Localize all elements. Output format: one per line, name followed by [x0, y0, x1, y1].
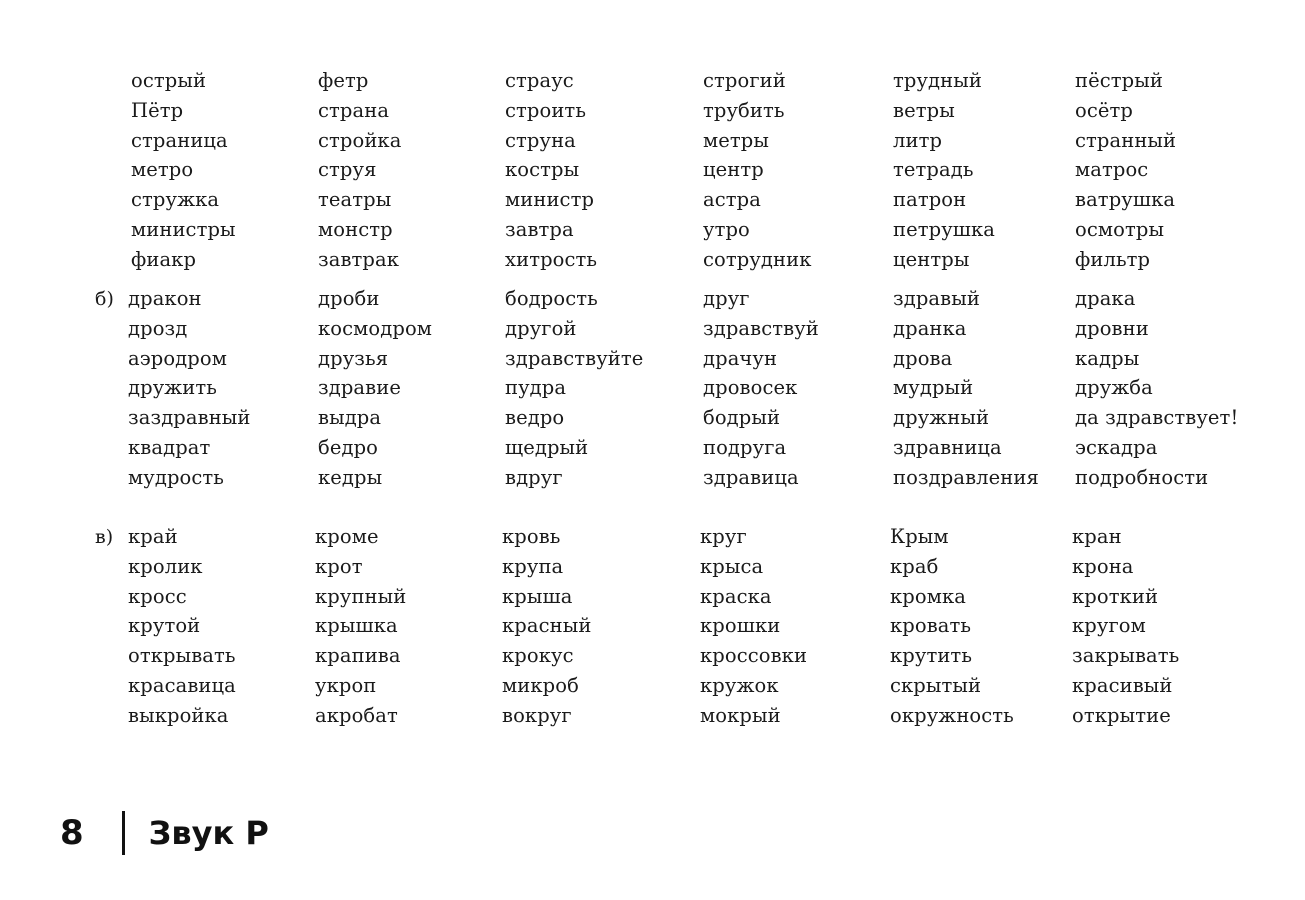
word: странный [1075, 128, 1177, 152]
word-column [505, 66, 597, 275]
word-column [318, 66, 401, 275]
word-column [1072, 522, 1179, 731]
word: краска [700, 584, 772, 608]
word: метры [703, 128, 769, 152]
word-column [1075, 284, 1238, 493]
word: крошки [700, 614, 781, 638]
word-column [315, 522, 406, 731]
word: ведро [505, 406, 565, 430]
word: бодрость [505, 287, 598, 310]
word: кровь [502, 525, 561, 548]
word: красавица [128, 673, 236, 697]
word: страус [505, 69, 574, 92]
word: друзья [318, 346, 389, 370]
word-column [700, 522, 807, 731]
word: здравствуй [703, 316, 819, 340]
word: дружба [1075, 376, 1153, 400]
word: пёстрый [1075, 69, 1163, 92]
word: кедры [318, 465, 383, 489]
word: дракон [128, 287, 202, 310]
word: дрозд [128, 316, 188, 340]
word: министр [505, 188, 595, 212]
word-column [131, 66, 236, 275]
word: министры [131, 217, 236, 241]
word: дровни [1075, 316, 1149, 340]
word: дранка [893, 316, 967, 340]
word: Крым [890, 525, 949, 548]
word: монстр [318, 217, 393, 241]
word: струна [505, 128, 576, 152]
word: кружок [700, 673, 779, 697]
word-column [893, 284, 1039, 493]
word-column [502, 522, 591, 731]
word-column [128, 522, 236, 731]
page-footer [60, 805, 269, 861]
chapter-title: Звук Р [148, 814, 269, 852]
word: фетр [318, 69, 369, 92]
word: открытие [1072, 703, 1171, 727]
word: кроссовки [700, 644, 808, 668]
word: краб [890, 554, 939, 578]
word-column [703, 66, 812, 275]
word: кроме [315, 525, 379, 548]
word: квадрат [128, 435, 211, 459]
word: фильтр [1075, 247, 1151, 271]
word: фиакр [131, 247, 197, 271]
word: кросс [128, 584, 187, 608]
word: крутить [890, 644, 973, 668]
word: окружность [890, 703, 1014, 727]
word: завтра [505, 217, 574, 241]
word: петрушка [893, 217, 996, 241]
word: ватрушка [1075, 188, 1176, 212]
word: крупа [502, 554, 564, 578]
word: здравица [703, 465, 799, 489]
word: стройка [318, 128, 402, 152]
section-marker: б) [95, 288, 114, 310]
word-column [703, 284, 819, 493]
word: здравие [318, 376, 401, 400]
footer-divider [122, 811, 125, 855]
word: драка [1075, 287, 1136, 310]
word: тетрадь [893, 158, 974, 182]
word: круг [700, 525, 747, 548]
word: крапива [315, 644, 401, 668]
word: острый [131, 69, 207, 92]
word: здравый [893, 287, 980, 310]
word: подробности [1075, 465, 1209, 489]
word: крупный [315, 584, 407, 608]
word: крона [1072, 554, 1134, 578]
word: здравствуйте [505, 346, 644, 370]
word: крокус [502, 644, 574, 668]
word: скрытый [890, 673, 982, 697]
word: акробат [315, 703, 398, 727]
word: крот [315, 554, 363, 578]
word: мокрый [700, 703, 781, 727]
word-column [1075, 66, 1176, 275]
word: кролик [128, 554, 203, 578]
word: кругом [1072, 614, 1146, 638]
word: литр [893, 128, 943, 152]
word: здравница [893, 435, 1002, 459]
word: подруга [703, 435, 787, 459]
word: эскадра [1075, 435, 1158, 459]
word: астра [703, 188, 761, 212]
word: крыса [700, 554, 764, 578]
word: закрывать [1072, 644, 1180, 668]
word: трубить [703, 98, 785, 122]
word: дрова [893, 346, 953, 370]
word: строить [505, 98, 587, 122]
word: дровосек [703, 376, 798, 400]
word: хитрость [505, 247, 598, 271]
word: щедрый [505, 435, 589, 459]
word: метро [131, 158, 194, 182]
word: центр [703, 158, 764, 182]
word: бедро [318, 435, 379, 459]
word: мудрый [893, 376, 974, 400]
word: вдруг [505, 465, 563, 489]
word: струя [318, 158, 377, 182]
word: кран [1072, 525, 1122, 548]
word: Пётр [131, 98, 184, 122]
word: завтрак [318, 247, 400, 271]
word: крыша [502, 584, 573, 608]
word: патрон [893, 188, 967, 212]
word: пудра [505, 376, 567, 400]
word: аэродром [128, 346, 227, 370]
word: осётр [1075, 98, 1133, 122]
word: кромка [890, 584, 966, 608]
word: микроб [502, 673, 579, 697]
word: да здравствует! [1075, 406, 1239, 430]
word: красивый [1072, 673, 1173, 697]
page-number: 8 [60, 813, 84, 853]
word: театры [318, 188, 392, 212]
word: красный [502, 614, 592, 638]
word: ветры [893, 98, 955, 122]
word: драчун [703, 346, 778, 370]
word-column [893, 66, 995, 275]
word-column [318, 284, 432, 493]
word: кадры [1075, 346, 1140, 370]
word-column [128, 284, 251, 493]
word: другой [505, 316, 577, 340]
word: дружить [128, 376, 218, 400]
word: край [128, 525, 178, 548]
word: крышка [315, 614, 398, 638]
word: утро [703, 217, 750, 241]
word: бодрый [703, 406, 781, 430]
section-marker: в) [95, 526, 114, 548]
word: страница [131, 128, 228, 152]
word: костры [505, 158, 580, 182]
word: поздравления [893, 465, 1039, 489]
word: вокруг [502, 703, 572, 727]
word: сотрудник [703, 247, 812, 271]
word: страна [318, 98, 390, 122]
word: мудрость [128, 465, 224, 489]
word: заздравный [128, 406, 251, 430]
word: выдра [318, 406, 382, 430]
word: кровать [890, 614, 972, 638]
word: строгий [703, 69, 786, 92]
word-column [890, 522, 1014, 731]
word: матрос [1075, 158, 1149, 182]
word: стружка [131, 188, 220, 212]
word: выкройка [128, 703, 229, 727]
word: крутой [128, 614, 201, 638]
word: трудный [893, 69, 982, 92]
word: осмотры [1075, 217, 1165, 241]
word: кроткий [1072, 584, 1159, 608]
word: космодром [318, 316, 433, 340]
word: центры [893, 247, 970, 271]
word: дроби [318, 287, 380, 310]
word-column [505, 284, 643, 493]
word: дружный [893, 406, 990, 430]
word: друг [703, 287, 750, 310]
word: укроп [315, 673, 377, 697]
word: открывать [128, 644, 236, 668]
